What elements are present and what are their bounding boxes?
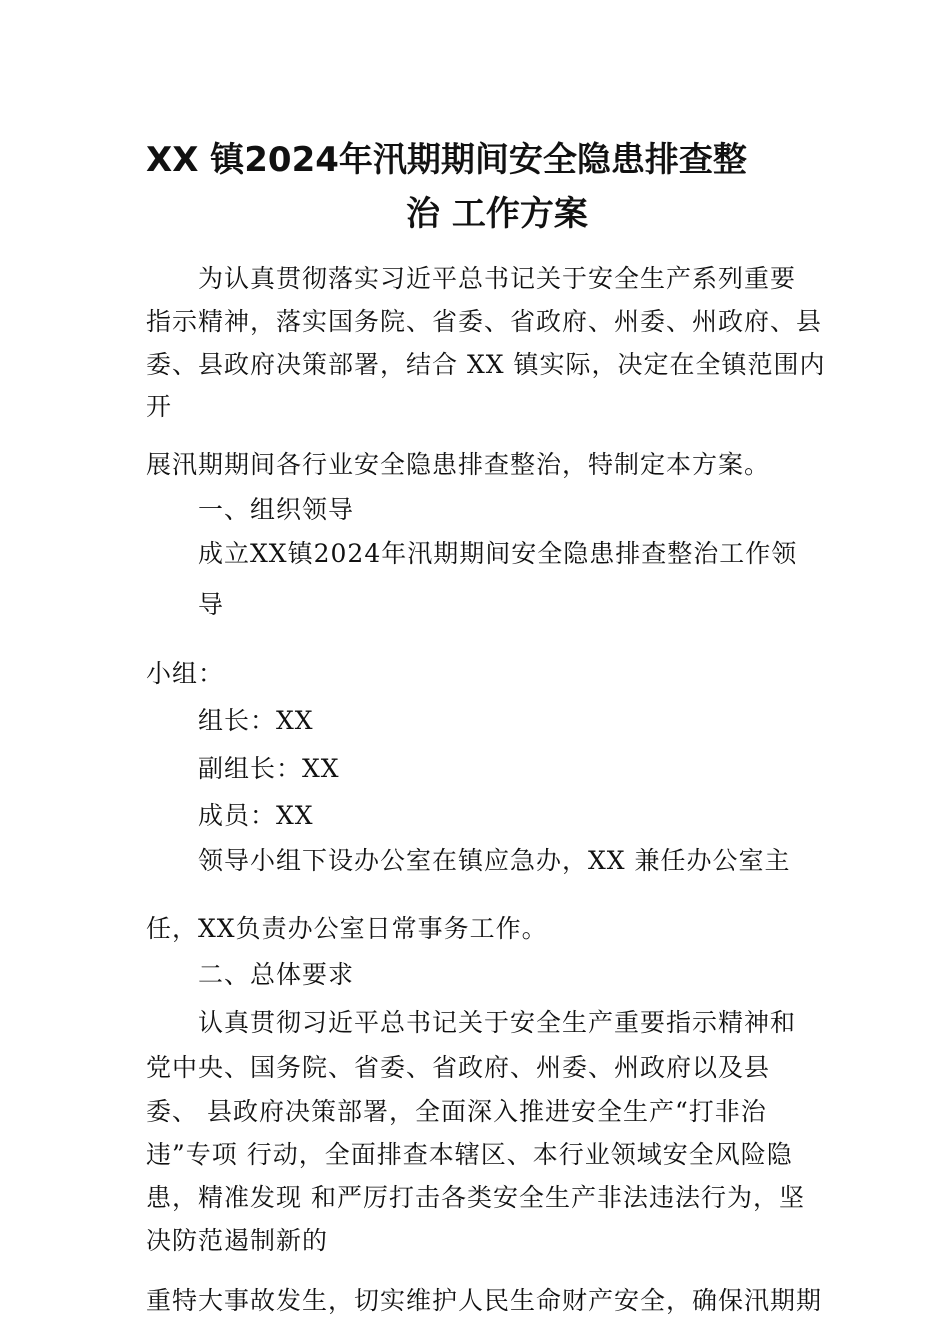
paragraph-line: 重特大事故发生，切实维护人民生命财产安全，确保汛期期: [146, 1286, 823, 1315]
paragraph-line: 党中央、国务院、省委、省政府、州委、州政府以及县: [146, 1053, 771, 1082]
paragraph-line: 开: [146, 392, 173, 421]
member-line: 成员：XX: [198, 801, 314, 830]
section-heading: 二、总体要求: [198, 960, 355, 989]
paragraph-line: 成立XX镇2024年汛期期间安全隐患排查整治工作领: [198, 539, 798, 568]
paragraph-line: 领导小组下设办公室在镇应急办，XX 兼任办公室主: [198, 846, 791, 875]
paragraph-line: 委、县政府决策部署，结合 XX 镇实际，决定在全镇范围内: [146, 350, 826, 379]
paragraph-line: 为认真贯彻落实习近平总书记关于安全生产系列重要: [198, 264, 797, 293]
paragraph-line: 认真贯彻习近平总书记关于安全生产重要指示精神和: [198, 1008, 797, 1037]
member-line: 组长：XX: [198, 706, 314, 735]
paragraph-line: 导: [198, 590, 225, 619]
paragraph-line: 决防范遏制新的: [146, 1226, 329, 1255]
paragraph-line: 展汛期期间各行业安全隐患排查整治，特制定本方案。: [146, 450, 771, 479]
section-heading: 一、组织领导: [198, 495, 355, 524]
member-line: 副组长：XX: [198, 754, 340, 783]
document-title-line-1: XX 镇2024年汛期期间安全隐患排查整: [146, 140, 747, 180]
paragraph-line: 指示精神，落实国务院、省委、省政府、州委、州政府、县: [146, 307, 823, 336]
paragraph-line: 任，XX负责办公室日常事务工作。: [146, 914, 548, 943]
paragraph-line: 违”专项 行动，全面排查本辖区、本行业领域安全风险隐: [146, 1140, 793, 1169]
paragraph-line: 委、 县政府决策部署，全面深入推进安全生产“打非治: [146, 1097, 767, 1126]
paragraph-line: 患，精准发现 和严厉打击各类安全生产非法违法行为，坚: [146, 1183, 805, 1212]
paragraph-line: 小组：: [146, 659, 225, 688]
document-title-line-2: 治 工作方案: [406, 194, 588, 234]
